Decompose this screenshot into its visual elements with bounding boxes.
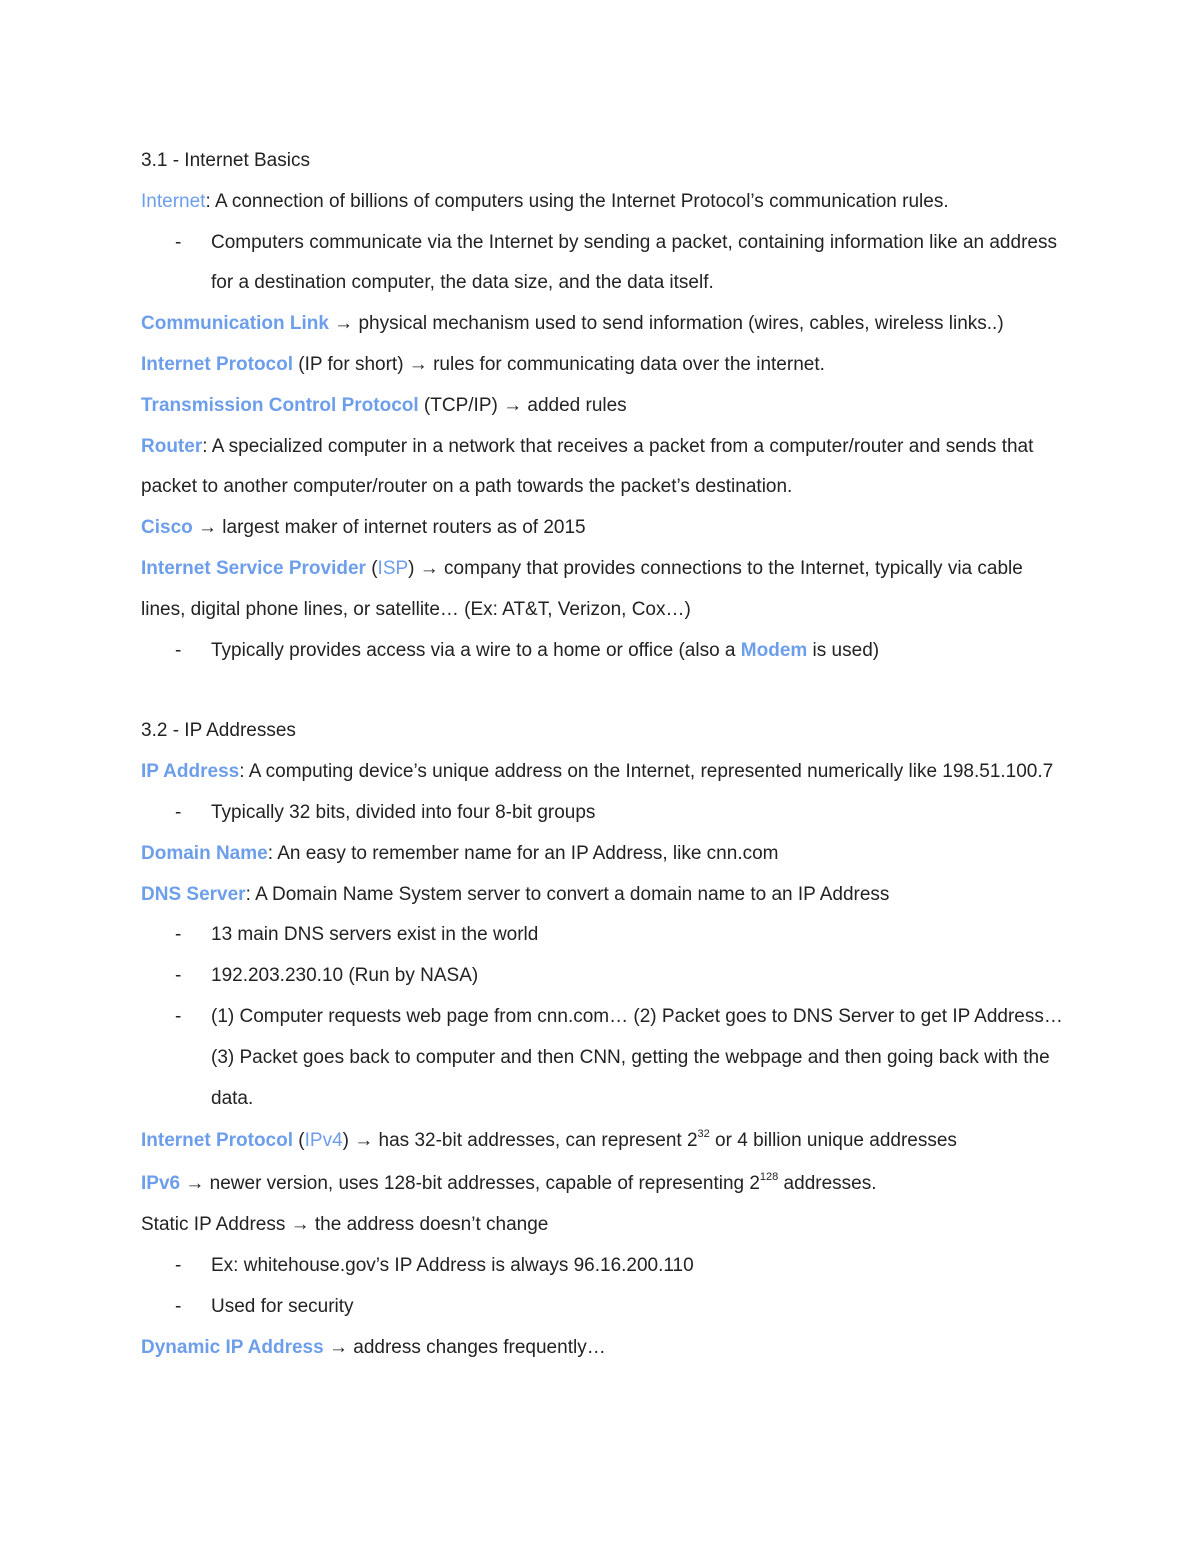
list-item: [141, 1287, 1071, 1328]
definition-text: : An easy to remember name for an IP Address, like cnn.com: [267, 842, 779, 864]
definition-ipv6: [141, 1162, 1071, 1205]
list-item: [141, 631, 1071, 672]
document-page: [141, 141, 1071, 1369]
definition-text: ) → has 32-bit addresses, can represent 2: [342, 1130, 698, 1152]
section-spacer: [141, 671, 1071, 711]
list-item-text: Computers communicate via the Internet by sending a packet, containing information like an address for a destination computer, the data size, and the data itself.: [211, 231, 1057, 294]
term-internet-protocol-v4: Internet Protocol: [141, 1130, 294, 1152]
exponent: 32: [697, 1128, 710, 1141]
definition-text: : A Domain Name System server to convert a domain name to an IP Address: [245, 883, 890, 905]
definition-text: Static IP Address → the address doesn’t change: [141, 1214, 549, 1236]
definition-text: → newer version, uses 128-bit addresses, capable of representing 2: [180, 1173, 760, 1195]
list-item: [141, 223, 1071, 305]
bullet-dash: -: [175, 639, 182, 661]
term-internet-protocol: Internet Protocol: [141, 353, 294, 375]
section-heading-internet-basics: 3.1 - Internet Basics: [141, 150, 310, 171]
term-modem: Modem: [740, 639, 808, 661]
definition-ipv4: [141, 1119, 1071, 1162]
definition-internet: [141, 182, 1071, 223]
definition-text: addresses.: [778, 1173, 877, 1195]
definition-isp: [141, 549, 1071, 631]
definition-text: (IP for short) → rules for communicating data over the internet.: [293, 353, 825, 375]
list-item-text: Typically 32 bits, divided into four 8-bit groups: [211, 801, 596, 823]
list-item: [141, 793, 1071, 834]
definition-cisco: [141, 508, 1071, 549]
bullet-dash: -: [175, 1005, 182, 1027]
list-item: [141, 915, 1071, 956]
list-item-text: Used for security: [211, 1295, 354, 1317]
definition-domain-name: [141, 834, 1071, 875]
term-router: Router: [141, 435, 203, 457]
list-item-text: 192.203.230.10 (Run by NASA): [211, 965, 479, 987]
term-ipv6: IPv6: [141, 1173, 181, 1195]
definition-text: : A specialized computer in a network that receives a packet from a computer/router and sends that packet to another computer/router on a path towards the packet’s destination.: [141, 435, 1034, 498]
definition-text: ) → company that provides connections to the Internet, typically via cable lines, digital phone lines, or satellite… (Ex: AT&T, Verizon, Cox…): [141, 557, 1023, 620]
definition-ip-address: [141, 752, 1071, 793]
term-dynamic-ip-address: Dynamic IP Address: [141, 1336, 324, 1358]
bullet-dash: -: [175, 1295, 182, 1317]
definition-text: → address changes frequently…: [323, 1336, 606, 1358]
list-item-text: Typically provides access via a wire to a home or office (also a: [211, 639, 741, 661]
term-communication-link: Communication Link: [141, 313, 329, 335]
paren-open: (: [365, 557, 378, 579]
definition-text: or 4 billion unique addresses: [709, 1130, 957, 1152]
list-item-text: (1) Computer requests web page from cnn.com… (2) Packet goes to DNS Server to get IP Address… (3) Packet goes back to computer and then CNN, getting the webpage and then going back with the data.: [211, 1005, 1063, 1109]
list-item-text: is used): [807, 639, 880, 661]
term-dns-server: DNS Server: [141, 883, 246, 905]
definition-communication-link: [141, 304, 1071, 345]
term-tcp: Transmission Control Protocol: [141, 394, 419, 416]
paren-open: (: [293, 1130, 305, 1152]
definition-text: : A connection of billions of computers using the Internet Protocol’s communication rules.: [205, 190, 949, 212]
bullet-dash: -: [175, 231, 182, 253]
list-item: [141, 956, 1071, 997]
bullet-dash: -: [175, 801, 182, 823]
definition-router: [141, 427, 1071, 509]
definition-static-ip: [141, 1205, 1071, 1246]
bullet-dash: -: [175, 1255, 182, 1277]
term-ip-address: IP Address: [141, 761, 240, 783]
exponent: 128: [759, 1171, 779, 1184]
bullet-dash: -: [175, 965, 182, 987]
definition-dynamic-ip: [141, 1328, 1071, 1369]
list-item: [141, 1246, 1071, 1287]
term-cisco: Cisco: [141, 517, 193, 539]
section-heading-ip-addresses: 3.2 - IP Addresses: [141, 720, 296, 742]
term-ipv4-abbr: IPv4: [304, 1130, 343, 1152]
list-item: [141, 997, 1071, 1119]
term-isp: Internet Service Provider: [141, 557, 366, 579]
definition-internet-protocol: [141, 345, 1071, 386]
term-internet: Internet: [141, 190, 206, 212]
definition-text: (TCP/IP) → added rules: [418, 394, 627, 416]
list-item-text: Ex: whitehouse.gov’s IP Address is always 96.16.200.110: [211, 1255, 694, 1277]
definition-text: : A computing device’s unique address on the Internet, represented numerically like 198.51.100.7: [239, 761, 1054, 783]
list-item-text: 13 main DNS servers exist in the world: [211, 924, 539, 946]
definition-tcp: [141, 386, 1071, 427]
definition-dns-server: [141, 875, 1071, 916]
term-domain-name: Domain Name: [141, 842, 268, 864]
term-isp-abbr: ISP: [377, 557, 409, 579]
definition-text: → largest maker of internet routers as of 2015: [192, 517, 586, 539]
bullet-dash: -: [175, 924, 182, 946]
definition-text: → physical mechanism used to send information (wires, cables, wireless links..): [328, 313, 1004, 335]
